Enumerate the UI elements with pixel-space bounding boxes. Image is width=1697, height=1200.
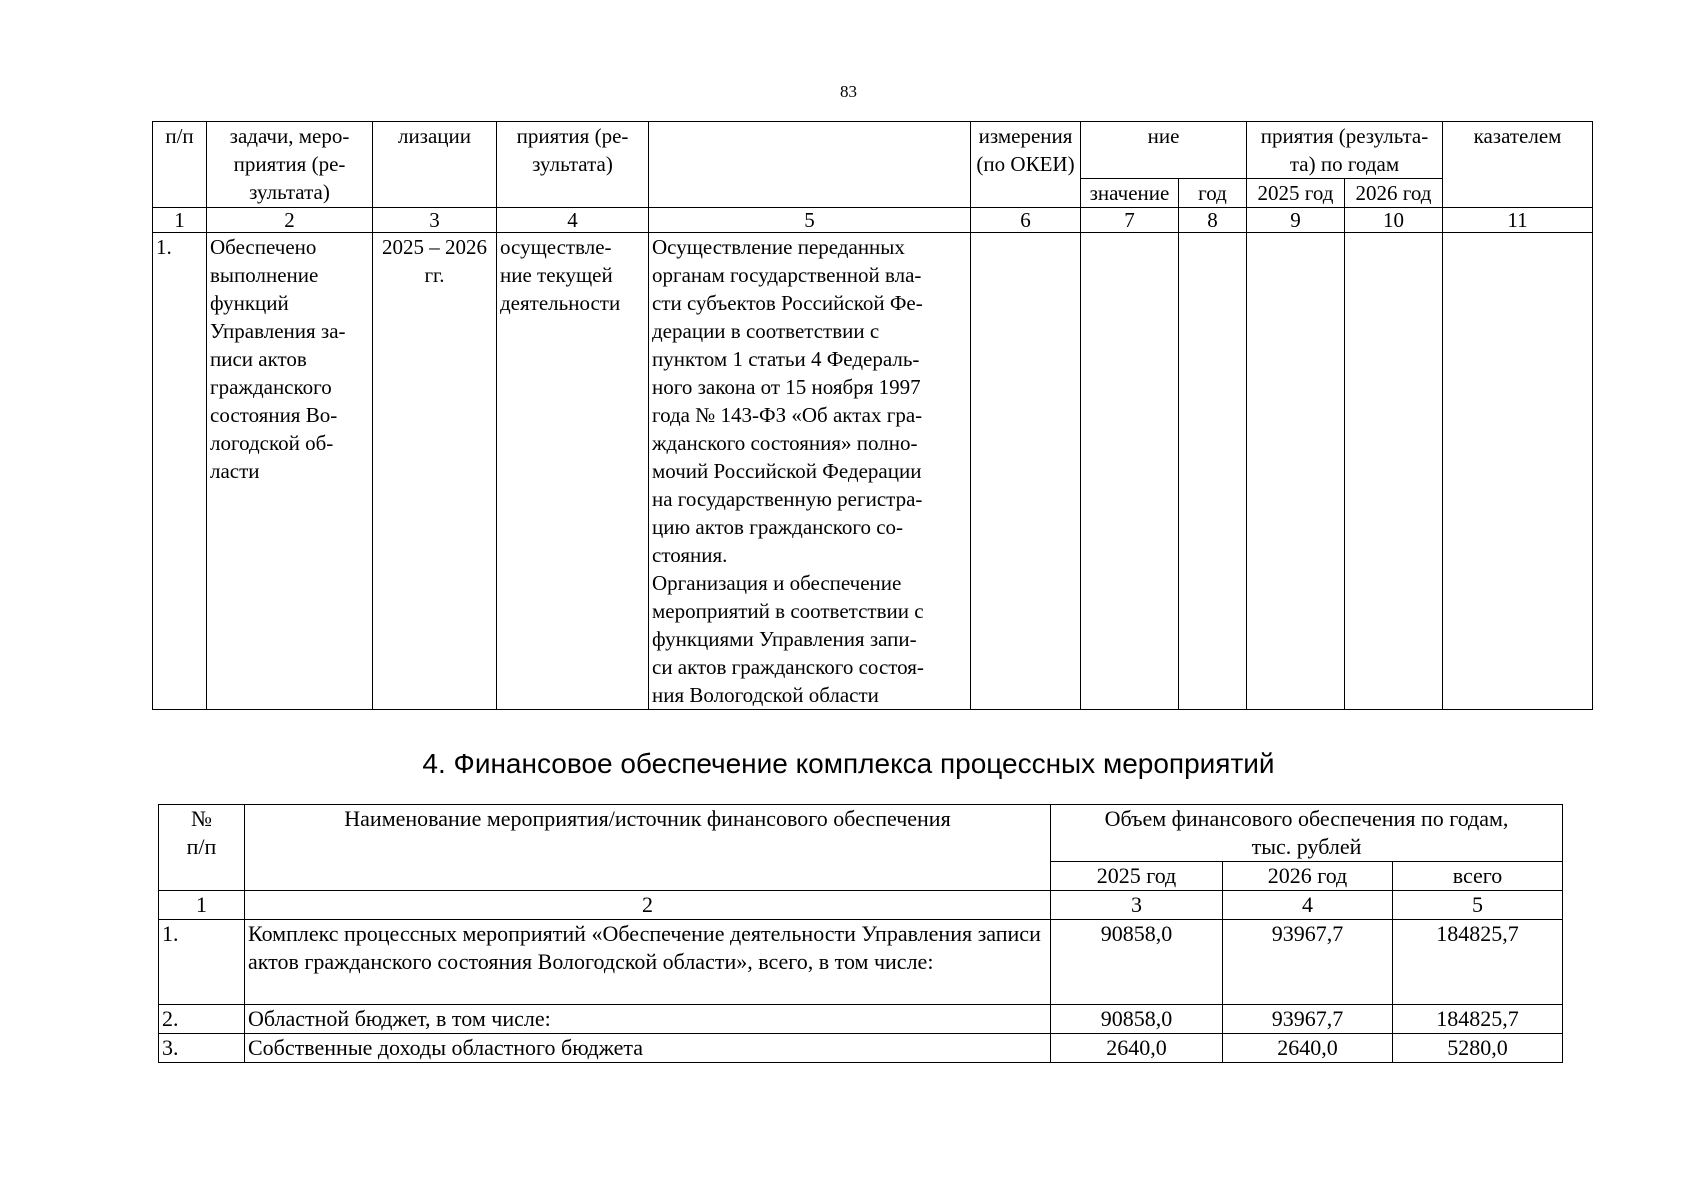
column-number: 3 [1051, 891, 1223, 920]
results-table [152, 121, 1593, 710]
row-number: 1. [153, 233, 207, 710]
row-number: 3. [159, 1034, 245, 1063]
header-cell: 2025 год [1051, 862, 1223, 891]
value-total: 184825,7 [1393, 920, 1563, 1005]
table-row [159, 920, 1563, 1005]
header-cell: Объем финансового обеспечения по годам, тыс. рублей [1051, 805, 1563, 862]
column-number: 1 [153, 208, 207, 233]
header-cell: 2026 год [1345, 179, 1443, 208]
header-cell [649, 122, 971, 208]
column-number-row [159, 891, 1563, 920]
value-2026: 93967,7 [1223, 1005, 1393, 1034]
row-name: Собственные доходы областного бюджета [245, 1034, 1051, 1063]
column-number: 4 [497, 208, 649, 233]
header-cell: Наименование мероприятия/источник финансового обеспечения [245, 805, 1051, 891]
row-name: Комплекс процессных мероприятий «Обеспечение деятельности Управления записи актов гражданского состояния Вологодской области», всего, в том числе: [245, 920, 1051, 1005]
column-number: 7 [1081, 208, 1179, 233]
column-number: 11 [1443, 208, 1593, 233]
column-number: 9 [1247, 208, 1345, 233]
value-2026-cell [1345, 233, 1443, 710]
task-cell: Обеспечено выполнение функций Управления за- писи актов гражданского состояния Во- логодской об- ласти [207, 233, 373, 710]
value-2026: 93967,7 [1223, 920, 1393, 1005]
value-total: 184825,7 [1393, 1005, 1563, 1034]
row-number: 2. [159, 1005, 245, 1034]
type-cell: осуществле- ние текущей деятельности [497, 233, 649, 710]
value-2025-cell [1247, 233, 1345, 710]
column-number: 2 [245, 891, 1051, 920]
row-name: Областной бюджет, в том числе: [245, 1005, 1051, 1034]
column-number: 5 [649, 208, 971, 233]
header-cell: № п/п [159, 805, 245, 891]
header-cell: 2025 год [1247, 179, 1345, 208]
column-number: 2 [207, 208, 373, 233]
table-header-row [159, 805, 1563, 862]
value-2025: 90858,0 [1051, 920, 1223, 1005]
header-cell: п/п [153, 122, 207, 208]
column-number: 1 [159, 891, 245, 920]
column-number: 3 [373, 208, 497, 233]
description-cell: Осуществление переданных органам государственной вла- сти субъектов Российской Фе- дерации в соответствии с пунктом 1 статьи 4 Федераль- ного закона от 15 ноября 1997 года № 143-ФЗ «Об актах гра- жданского состояния» полно- мочий Российской Федерации на государственную регистра- цию актов гражданского со- стояния. Организация и обеспечение мероприятий в соответствии с функциями Управления запи- си актов гражданского состоя- ния Вологодской области [649, 233, 971, 710]
column-number: 8 [1179, 208, 1247, 233]
column-number: 4 [1223, 891, 1393, 920]
header-cell: ние [1081, 122, 1247, 179]
value-2025: 90858,0 [1051, 1005, 1223, 1034]
row-number: 1. [159, 920, 245, 1005]
header-cell: всего [1393, 862, 1563, 891]
column-number: 10 [1345, 208, 1443, 233]
value-2026: 2640,0 [1223, 1034, 1393, 1063]
table-header-row [153, 122, 1593, 179]
header-cell: лизации [373, 122, 497, 208]
value-total: 5280,0 [1393, 1034, 1563, 1063]
linked-indicator-cell [1443, 233, 1593, 710]
base-year-cell [1179, 233, 1247, 710]
column-number-row [153, 208, 1593, 233]
header-cell: год [1179, 179, 1247, 208]
page-number: 83 [840, 82, 857, 101]
header-cell: задачи, меро- приятия (ре- зультата) [207, 122, 373, 208]
table-row [159, 1005, 1563, 1034]
header-cell: приятия (результа- та) по годам [1247, 122, 1443, 179]
table-row [159, 1034, 1563, 1063]
header-cell: 2026 год [1223, 862, 1393, 891]
column-number: 5 [1393, 891, 1563, 920]
header-cell: приятия (ре- зультата) [497, 122, 649, 208]
section-title: 4. Финансовое обеспечение комплекса процессных мероприятий [422, 748, 1275, 779]
header-cell: казателем [1443, 122, 1593, 208]
unit-cell [971, 233, 1081, 710]
period-cell: 2025 – 2026 гг. [373, 233, 497, 710]
table-row [153, 233, 1593, 710]
base-value-cell [1081, 233, 1179, 710]
header-cell: значение [1081, 179, 1179, 208]
value-2025: 2640,0 [1051, 1034, 1223, 1063]
column-number: 6 [971, 208, 1081, 233]
finance-table [158, 804, 1563, 1063]
header-cell: измерения (по ОКЕИ) [971, 122, 1081, 208]
